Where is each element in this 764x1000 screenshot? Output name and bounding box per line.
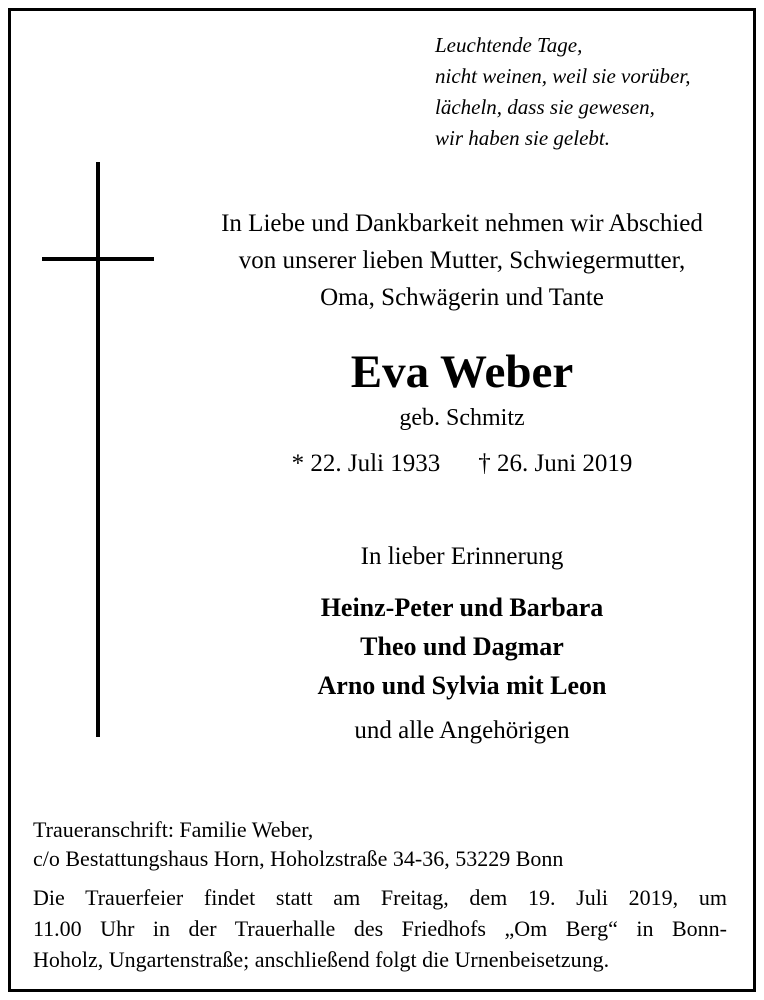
address-line: Traueranschrift: Familie Weber, bbox=[33, 817, 314, 842]
birth-name: geb. Schmitz bbox=[399, 405, 525, 431]
intro-line: von unserer lieben Mutter, Schwiegermutter, bbox=[238, 247, 686, 274]
address-line: c/o Bestattungshaus Horn, Hoholzstraße 34-36, 53229 Bonn bbox=[33, 846, 564, 871]
ceremony-notice bbox=[33, 882, 727, 975]
birth-date: * 22. Juli 1933 bbox=[291, 450, 441, 477]
deceased-name: Eva Weber bbox=[350, 346, 574, 398]
mourner-name: Arno und Sylvia mit Leon bbox=[317, 671, 607, 700]
cross-icon-horizontal-bar bbox=[42, 257, 154, 261]
mourner-name: Theo und Dagmar bbox=[360, 632, 564, 661]
mourning-address bbox=[33, 815, 563, 873]
ceremony-line: Hoholz, Ungartenstraße; anschließend folgt die Urnenbeisetzung. bbox=[33, 947, 610, 972]
ceremony-line: Die Trauerfeier findet statt am Freitag, dem 19. Juli 2019, um bbox=[33, 885, 727, 910]
life-dates bbox=[160, 447, 764, 481]
cross-icon-vertical-bar bbox=[96, 162, 100, 737]
poem-line: nicht weinen, weil sie vorüber, bbox=[435, 64, 691, 88]
memory-heading: In lieber Erinnerung bbox=[360, 543, 564, 570]
intro-text bbox=[160, 205, 764, 316]
other-relatives: und alle Angehörigen bbox=[354, 717, 570, 744]
mourners-list bbox=[160, 588, 764, 705]
poem bbox=[435, 30, 690, 154]
ceremony-line: 11.00 Uhr in der Trauerhalle des Friedhofs „Om Berg“ in Bonn- bbox=[33, 916, 727, 941]
poem-line: wir haben sie gelebt. bbox=[435, 126, 610, 150]
poem-line: Leuchtende Tage, bbox=[435, 33, 583, 57]
intro-line: Oma, Schwägerin und Tante bbox=[320, 284, 604, 311]
intro-line: In Liebe und Dankbarkeit nehmen wir Abschied bbox=[221, 210, 703, 237]
death-date: † 26. Juni 2019 bbox=[478, 450, 633, 477]
poem-line: lächeln, dass sie gewesen, bbox=[435, 95, 655, 119]
mourner-name: Heinz-Peter und Barbara bbox=[320, 593, 604, 622]
